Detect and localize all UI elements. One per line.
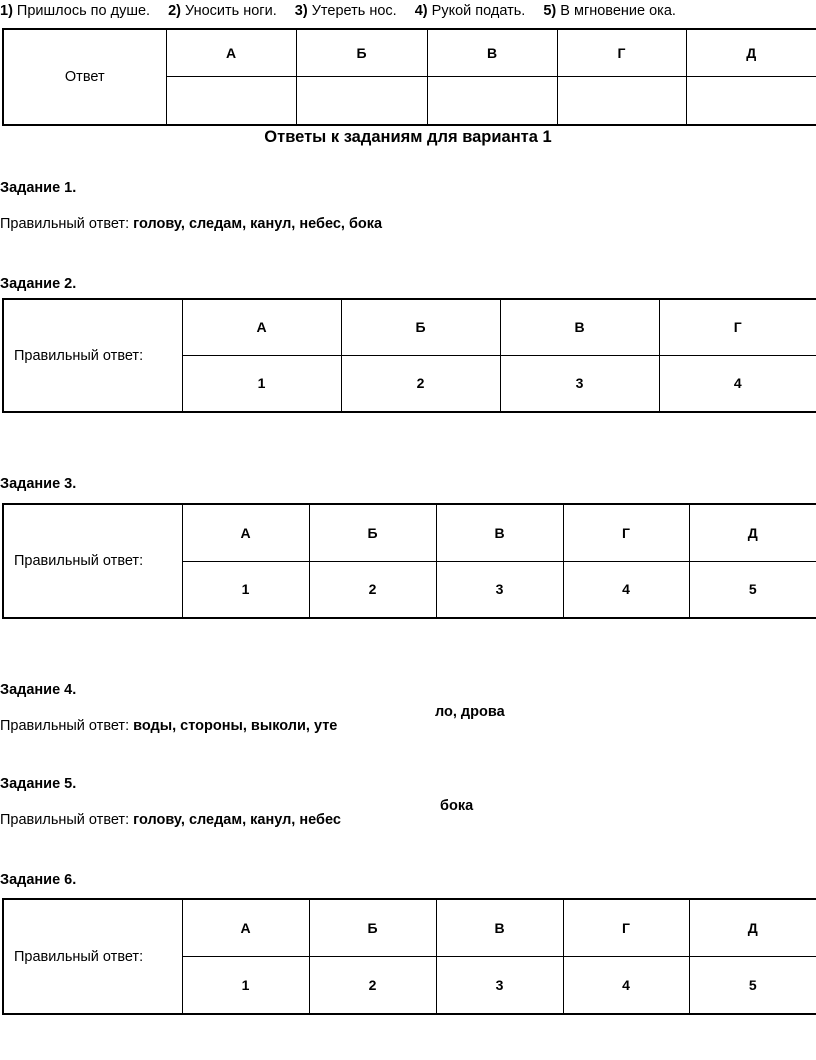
task6-header-g: Г	[563, 899, 689, 956]
task1-answer: голову, следам, канул, небес, бока	[133, 216, 383, 232]
task3-header-d: Д	[689, 504, 816, 561]
task6-header-b: Б	[309, 899, 436, 956]
answer-header-v: В	[427, 29, 557, 76]
answer-header-d: Д	[686, 29, 816, 76]
task3-row-label: Правильный ответ:	[3, 504, 182, 618]
idioms-list	[0, 3, 690, 19]
task3-value-g: 4	[563, 561, 689, 618]
task6-value-d: 5	[689, 956, 816, 1014]
task1-label: Задание 1.	[0, 180, 77, 196]
task2-table	[2, 298, 816, 413]
task2-label: Задание 2.	[0, 276, 77, 292]
answer-cell-b[interactable]	[296, 76, 427, 125]
answer-row-label: Ответ	[3, 29, 166, 125]
answer-header-g: Г	[557, 29, 686, 76]
task3-value-b: 2	[309, 561, 436, 618]
task2-header-a: А	[182, 299, 341, 355]
task6-header-d: Д	[689, 899, 816, 956]
answer-header-b: Б	[296, 29, 427, 76]
task2-value-v: 3	[500, 355, 659, 412]
task5-answer-line	[0, 812, 341, 828]
task2-row-label: Правильный ответ:	[3, 299, 182, 412]
task6-header-v: В	[436, 899, 563, 956]
idiom-2: 2) Уносить ноги.	[168, 3, 277, 19]
task3-label: Задание 3.	[0, 476, 77, 492]
answer-cell-d[interactable]	[686, 76, 816, 125]
page-title: Ответы к заданиям для варианта 1	[264, 128, 552, 146]
task4-answer-overflow: ло, дрова	[435, 704, 505, 720]
idiom-4: 4) Рукой подать.	[414, 3, 526, 19]
answer-cell-a[interactable]	[166, 76, 296, 125]
task2-header-v: В	[500, 299, 659, 355]
task3-header-a: А	[182, 504, 309, 561]
task3-header-b: Б	[309, 504, 436, 561]
task4-answer-line	[0, 718, 337, 734]
answer-table	[2, 28, 816, 126]
idiom-3: 3) Утереть нос.	[294, 3, 397, 19]
task5-label: Задание 5.	[0, 776, 77, 792]
answer-header-a: А	[166, 29, 296, 76]
task6-value-g: 4	[563, 956, 689, 1014]
task3-header-v: В	[436, 504, 563, 561]
task2-header-g: Г	[659, 299, 816, 355]
task6-value-a: 1	[182, 956, 309, 1014]
answer-cell-v[interactable]	[427, 76, 557, 125]
task6-value-b: 2	[309, 956, 436, 1014]
task4-label: Задание 4.	[0, 682, 77, 698]
task5-prefix: Правильный ответ:	[0, 812, 134, 828]
task6-label: Задание 6.	[0, 872, 77, 888]
answer-cell-g[interactable]	[557, 76, 686, 125]
task3-table	[2, 503, 816, 619]
task2-value-b: 2	[341, 355, 500, 412]
task2-header-b: Б	[341, 299, 500, 355]
task2-value-a: 1	[182, 355, 341, 412]
task1-answer-line	[0, 216, 382, 232]
task4-prefix: Правильный ответ:	[0, 718, 134, 734]
task5-answer-overflow: бока	[440, 798, 474, 814]
task6-table	[2, 898, 816, 1015]
task1-prefix: Правильный ответ:	[0, 216, 134, 232]
task6-header-a: А	[182, 899, 309, 956]
task3-value-a: 1	[182, 561, 309, 618]
task6-row-label: Правильный ответ:	[3, 899, 182, 1014]
idiom-1: 1) Пришлось по душе.	[0, 3, 151, 19]
task2-value-g: 4	[659, 355, 816, 412]
task6-value-v: 3	[436, 956, 563, 1014]
task4-answer: воды, стороны, выколи, уте	[133, 718, 338, 734]
task5-answer: голову, следам, канул, небес	[133, 812, 341, 828]
task3-header-g: Г	[563, 504, 689, 561]
task3-value-v: 3	[436, 561, 563, 618]
task3-value-d: 5	[689, 561, 816, 618]
idiom-5: 5) В мгновение ока.	[543, 3, 676, 19]
